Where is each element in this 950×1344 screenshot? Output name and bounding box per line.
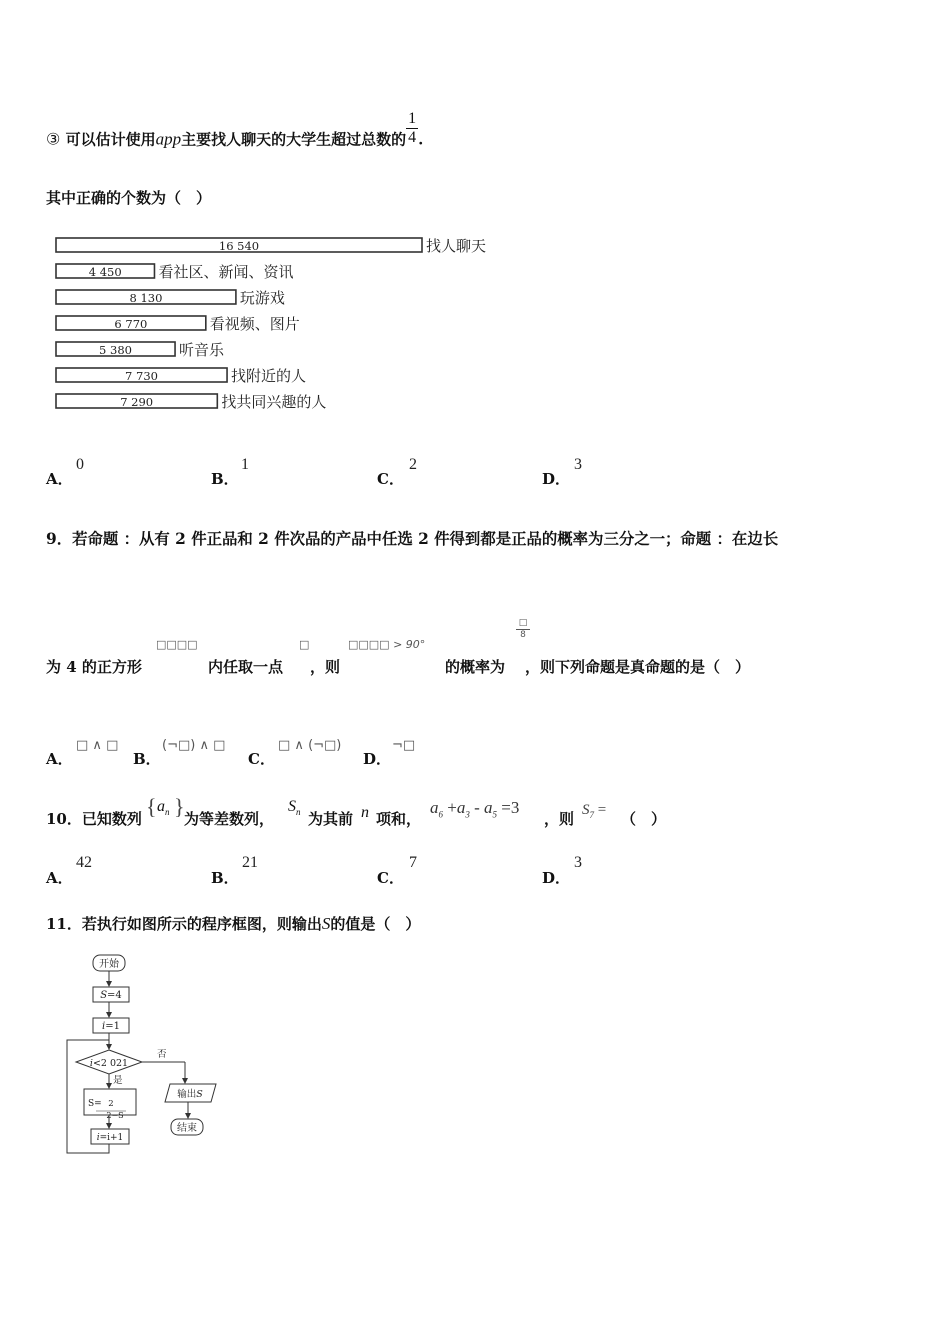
sub6: 6 — [438, 809, 443, 820]
left-brace: { — [146, 794, 157, 819]
q11-text-1: 11．若执行如图所示的程序框图，则输出 — [46, 915, 322, 933]
statement-text: 可以估计使用 — [65, 130, 156, 149]
seq-letter: a — [157, 798, 165, 815]
option-a-value: □ ∧ □ — [76, 738, 119, 753]
increment-label — [97, 1133, 124, 1143]
q9-placeholder-region: □□□□ — [156, 638, 198, 651]
option-c-label[interactable]: C． — [377, 470, 404, 488]
question-prompt: 其中正确的个数为（ ） — [46, 189, 212, 207]
q9-frac-bottom: 8 — [520, 630, 526, 640]
output-label — [177, 1088, 203, 1100]
assign-numerator: 2 — [108, 1099, 114, 1109]
inc-var: i — [96, 1133, 100, 1143]
bar-value-label: 7 730 — [125, 369, 158, 383]
circled-number: ③ — [46, 129, 61, 149]
bar-value-label: 16 540 — [218, 239, 260, 253]
option-b-value: (¬□) ∧ □ — [162, 738, 226, 753]
option-d-value: 3 — [574, 456, 582, 473]
init-s-var: S — [100, 990, 108, 1001]
a6: a — [430, 798, 439, 817]
right-brace: } — [174, 794, 185, 819]
q9-text-d: 的概率为 — [445, 658, 506, 676]
q10-line — [46, 792, 746, 832]
category-label: 玩游戏 — [239, 289, 285, 307]
category-label: 看视频、图片 — [209, 315, 300, 333]
bar-value-label: 8 130 — [129, 291, 163, 305]
init-s-label — [100, 990, 122, 1001]
q10-prefix: 10．已知数列 — [46, 810, 142, 828]
equals: = — [597, 802, 607, 818]
statement-text-2: 主要找人聊天的大学生超过总数的 — [181, 130, 407, 149]
option-b-label[interactable]: B． — [211, 869, 239, 887]
condition-label — [90, 1058, 128, 1069]
end-label: 结束 — [177, 1123, 197, 1134]
q11-line — [46, 913, 420, 934]
n-variable: n — [361, 804, 369, 821]
option-c-value: 2 — [409, 456, 417, 473]
flowchart — [60, 950, 230, 1160]
q10-end: （ ） — [621, 810, 667, 828]
q9-text-e: ，则下列命题是真命题的是（ ） — [525, 658, 751, 676]
option-a-label[interactable]: A． — [46, 869, 73, 887]
init-i-var: i — [102, 1021, 106, 1032]
assign-lhs: S= — [88, 1099, 102, 1109]
output-var: S — [196, 1089, 203, 1100]
q9-line1: 9．若命题 ：从有 2 件正品和 2 件次品的产品中任选 2 件得到都是正品的概率为三分之一；命题 ：在边长 — [46, 530, 779, 548]
q9-frac-top: □ — [516, 618, 530, 630]
bar-value-label: 4 450 — [88, 265, 122, 279]
sum-term — [288, 798, 301, 817]
option-a-label[interactable]: A． — [46, 470, 73, 488]
q10-text-1: 为等差数列， — [184, 810, 275, 828]
inc-expr: =i+1 — [99, 1133, 124, 1143]
option-c-value: 7 — [409, 854, 417, 871]
q9-text-c: ，则 — [310, 658, 341, 676]
option-d-label[interactable]: D． — [363, 750, 392, 768]
option-a-label[interactable]: A． — [46, 750, 73, 768]
no-label: 否 — [157, 1049, 167, 1060]
rhs: =3 — [501, 798, 520, 817]
bar-value-label: 6 770 — [114, 317, 148, 331]
q9-text-b: 内任取一点 — [208, 658, 284, 676]
numerator: 1 — [408, 110, 417, 127]
s7-term — [582, 802, 606, 820]
option-b-value: 1 — [241, 456, 249, 473]
a5: a — [484, 798, 493, 817]
category-label: 看社区、新闻、资讯 — [158, 263, 294, 281]
sum-subscript: n — [296, 807, 301, 818]
init-i-val: =1 — [105, 1021, 120, 1032]
option-a-value: 42 — [76, 854, 92, 871]
option-b-label[interactable]: B． — [211, 470, 239, 488]
bar-value-label: 7 290 — [120, 395, 154, 409]
period: . — [418, 130, 424, 149]
option-d-label[interactable]: D． — [542, 470, 571, 488]
q9-text-a: 为 4 的正方形 — [46, 658, 142, 676]
q9-condition: □□□□ > 90° — [348, 638, 426, 651]
q11-text-2: 的值是（ ） — [330, 915, 421, 933]
sub3: 3 — [465, 809, 470, 820]
category-label: 找共同兴趣的人 — [221, 393, 327, 411]
option-c-label[interactable]: C． — [248, 750, 275, 768]
sum-letter: S — [288, 798, 296, 815]
option-d-value: ¬□ — [392, 738, 416, 753]
minus: - — [474, 798, 480, 817]
q9-probability-fraction — [516, 618, 530, 641]
init-i-label — [102, 1021, 120, 1032]
option-a-value: 0 — [76, 456, 84, 473]
q10-text-3: 项和， — [376, 810, 422, 828]
category-label: 找附近的人 — [231, 367, 307, 385]
s7-letter: S — [582, 802, 590, 818]
statement-3 — [46, 110, 424, 159]
s-variable: S — [321, 914, 331, 933]
bar-chart — [50, 232, 510, 422]
equation — [430, 798, 519, 819]
sequence-term — [157, 798, 170, 817]
assign-denominator: 2−S — [106, 1111, 124, 1120]
plus: + — [447, 798, 457, 817]
q10-text-2: 为其前 — [308, 810, 354, 828]
option-b-label[interactable]: B． — [133, 750, 161, 768]
option-d-label[interactable]: D． — [542, 869, 571, 887]
init-s-val: =4 — [107, 990, 122, 1001]
start-label: 开始 — [99, 959, 119, 970]
q9-options — [46, 738, 546, 768]
app-term: app — [155, 129, 182, 149]
output-text: 输出 — [177, 1089, 197, 1100]
q10-text-4: ，则 — [544, 810, 575, 828]
seq-subscript: n — [165, 807, 170, 818]
q10-options — [46, 854, 646, 888]
s7-subscript: 7 — [589, 810, 594, 820]
a3: a — [456, 798, 466, 817]
q9-line2 — [0, 612, 950, 682]
yes-label: 是 — [113, 1075, 123, 1086]
option-c-value: □ ∧ (¬□) — [278, 738, 342, 753]
fraction-one-quarter — [406, 110, 418, 147]
option-d-value: 3 — [574, 854, 582, 871]
sub5: 5 — [492, 809, 498, 820]
category-label: 找人聊天 — [426, 237, 487, 255]
option-c-label[interactable]: C． — [377, 869, 404, 887]
q8-options — [46, 456, 646, 490]
option-b-value: 21 — [242, 854, 258, 871]
category-label: 听音乐 — [179, 341, 225, 359]
cond-op: <2 021 — [92, 1058, 129, 1069]
cond-var: i — [89, 1058, 93, 1069]
bar-value-label: 5 380 — [99, 343, 132, 357]
q9-placeholder-point: □ — [299, 638, 310, 651]
denominator: 4 — [408, 129, 417, 146]
